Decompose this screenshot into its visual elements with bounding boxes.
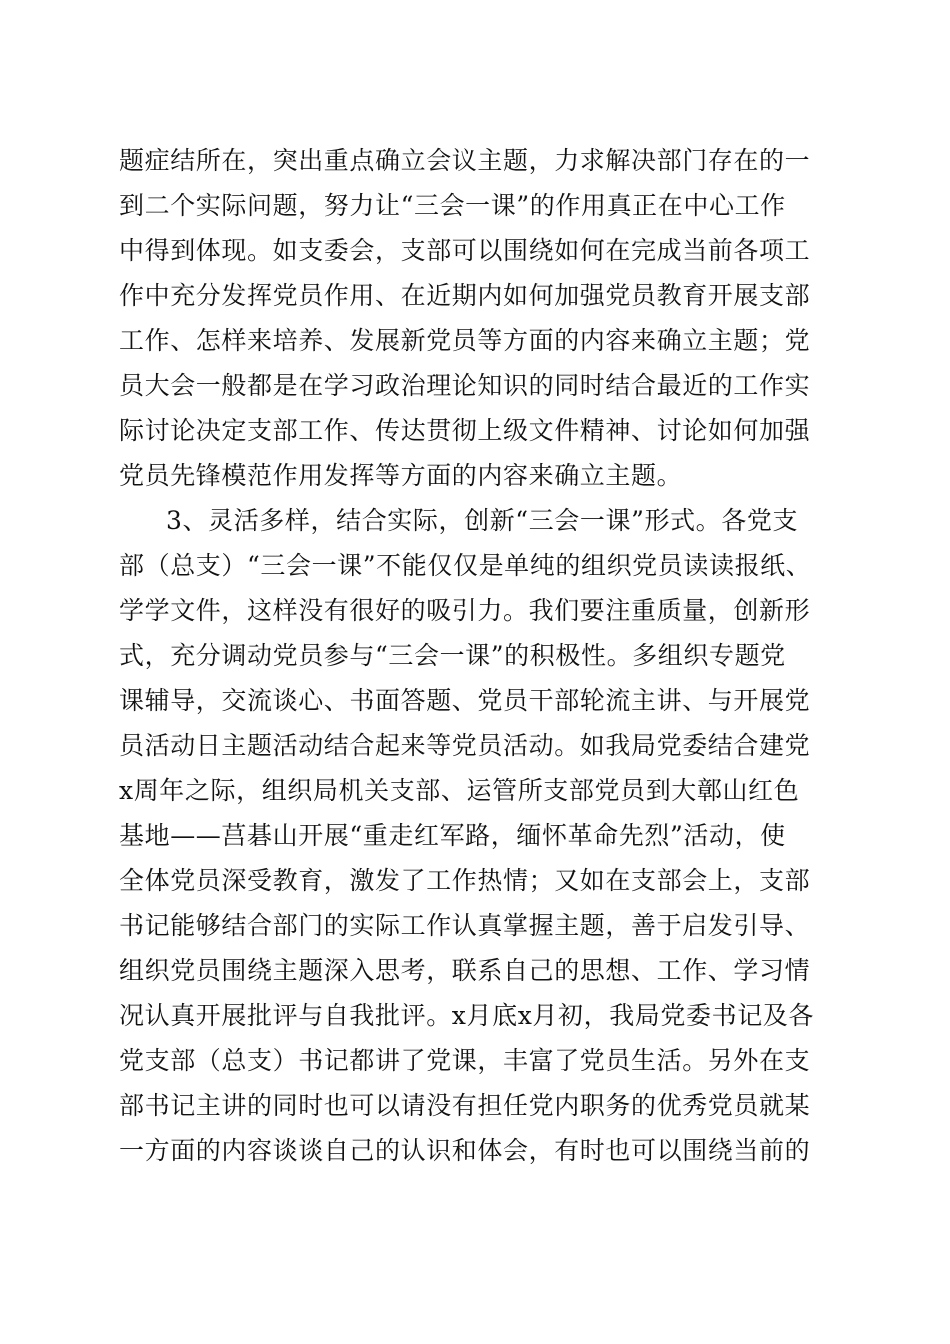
- text-line: 全体党员深受教育，激发了工作热情；又如在支部会上，支部: [119, 866, 811, 895]
- text-line: 课辅导，交流谈心、书面答题、党员干部轮流主讲、与开展党: [119, 686, 811, 715]
- text-line: 题症结所在，突出重点确立会议主题，力求解决部门存在的一: [119, 146, 811, 175]
- text-line: x周年之际，组织局机关支部、运管所支部党员到大鄣山红色: [119, 776, 800, 805]
- text-line: 基地——莒碁山开展“重走红军路，缅怀革命先烈”活动，使: [119, 821, 786, 850]
- text-line: 部书记主讲的同时也可以请没有担任党内职务的优秀党员就某: [119, 1091, 811, 1120]
- text-line: 党支部（总支）书记都讲了党课，丰富了党员生活。另外在支: [119, 1046, 811, 1075]
- paragraph-start-line: 3、灵活多样，结合实际，创新“三会一课”形式。各党支: [166, 506, 799, 535]
- text-line: 工作、怎样来培养、发展新党员等方面的内容来确立主题；党: [119, 326, 811, 355]
- text-line: 学学文件，这样没有很好的吸引力。我们要注重质量，创新形: [119, 596, 811, 625]
- text-line: 员活动日主题活动结合起来等党员活动。如我局党委结合建党: [119, 731, 811, 760]
- text-line: 组织党员围绕主题深入思考，联系自己的思想、工作、学习情: [119, 956, 811, 985]
- text-line: 一方面的内容谈谈自己的认识和体会，有时也可以围绕当前的: [119, 1136, 811, 1165]
- text-line: 况认真开展批评与自我批评。x月底x月初，我局党委书记及各: [119, 1001, 815, 1030]
- text-line: 部（总支）“三会一课”不能仅仅是单纯的组织党员读读报纸、: [119, 551, 812, 580]
- text-line: 书记能够结合部门的实际工作认真掌握主题，善于启发引导、: [119, 911, 811, 940]
- text-line: 式，充分调动党员参与“三会一课”的积极性。多组织专题党: [119, 641, 786, 670]
- text-line: 党员先锋模范作用发挥等方面的内容来确立主题。: [119, 461, 683, 490]
- text-line: 到二个实际问题，努力让“三会一课”的作用真正在中心工作: [119, 191, 786, 220]
- text-line: 员大会一般都是在学习政治理论知识的同时结合最近的工作实: [119, 371, 811, 400]
- text-line: 作中充分发挥党员作用、在近期内如何加强党员教育开展支部: [119, 281, 811, 310]
- text-line: 中得到体现。如支委会，支部可以围绕如何在完成当前各项工: [119, 236, 811, 265]
- text-line: 际讨论决定支部工作、传达贯彻上级文件精神、讨论如何加强: [119, 416, 811, 445]
